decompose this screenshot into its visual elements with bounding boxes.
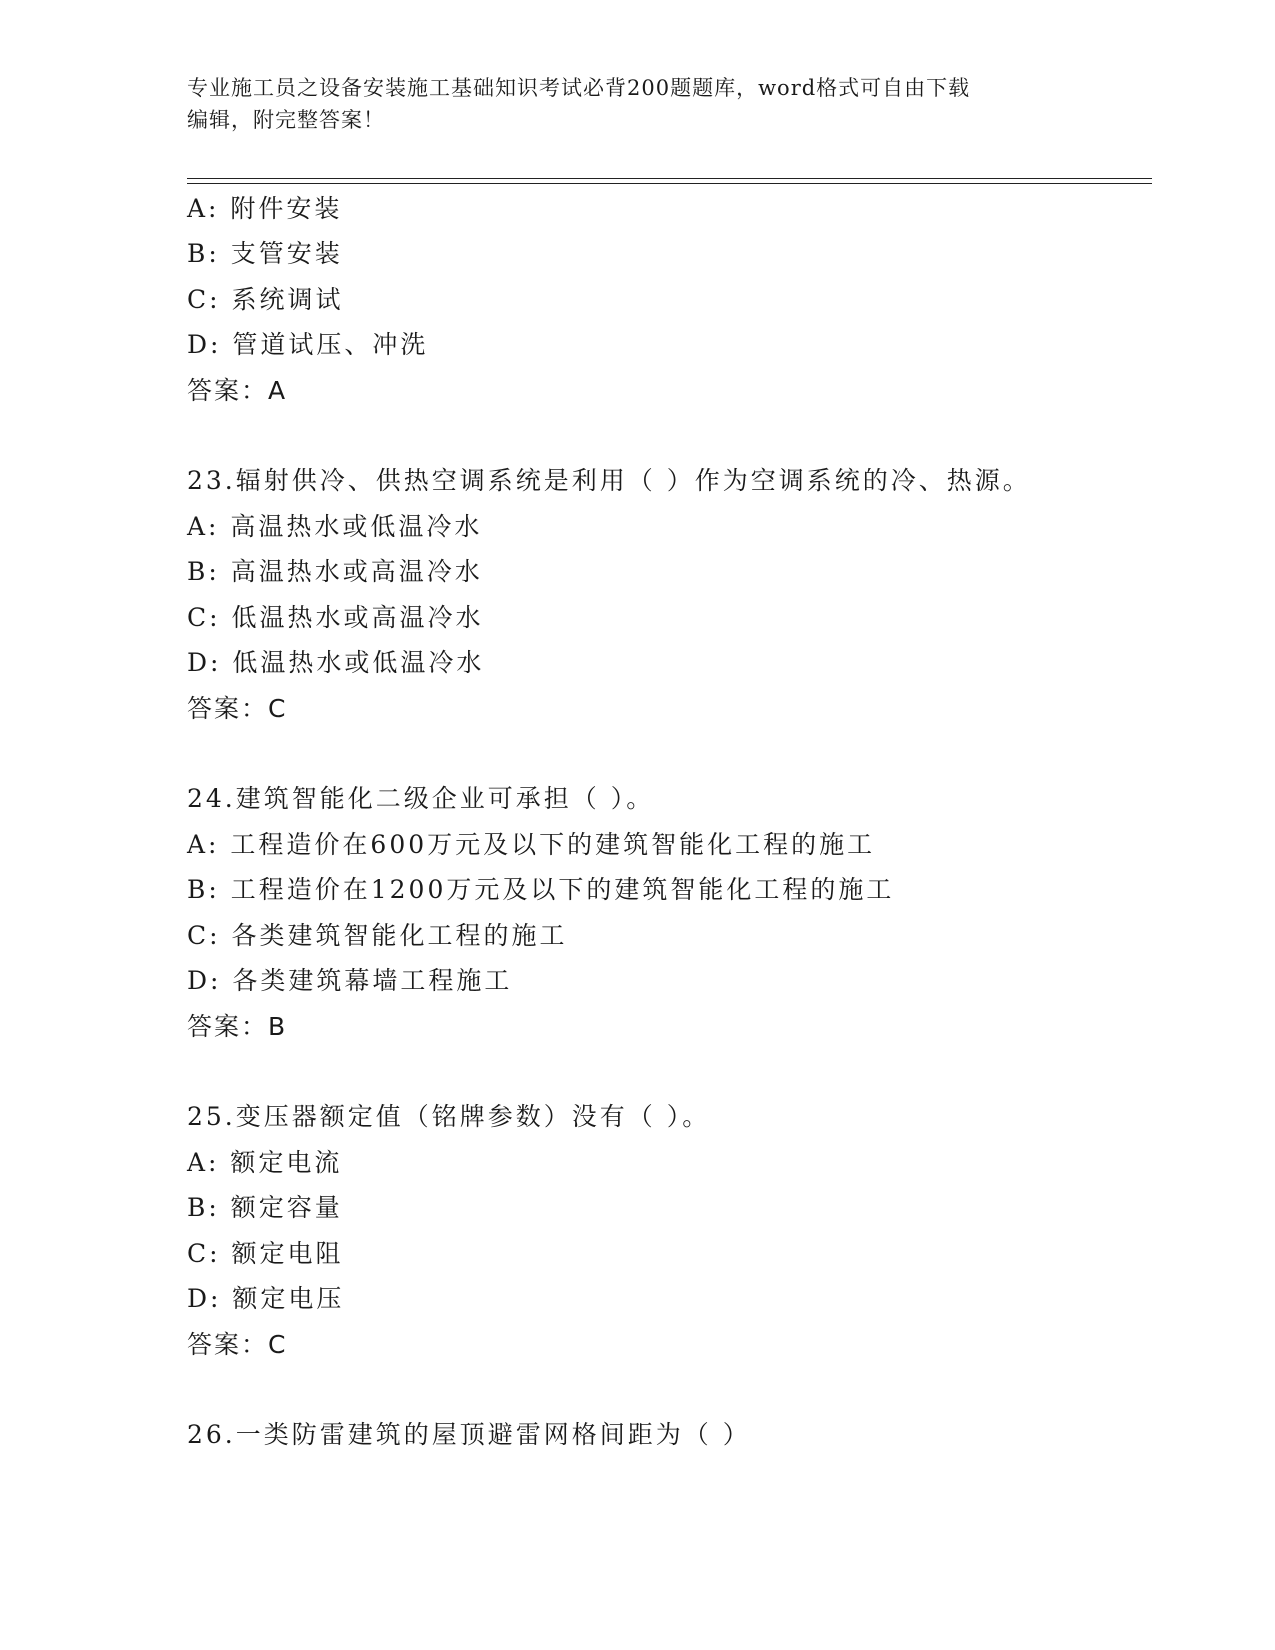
q22-option-a: A: 附件安装 (187, 194, 343, 223)
q22-answer: 答案：A (187, 376, 288, 405)
q23-option-a: A: 高温热水或低温冷水 (187, 512, 483, 541)
q24-option-b: B: 工程造价在1200万元及以下的建筑智能化工程的施工 (187, 875, 895, 904)
q23-answer: 答案：C (187, 694, 288, 723)
header-line-1: 专业施工员之设备安装施工基础知识考试必背200题题库，word格式可自由下载 (187, 76, 971, 100)
q25-question: 25.变压器额定值（铭牌参数）没有（ ）。 (187, 1102, 711, 1131)
q25-option-a: A: 额定电流 (187, 1148, 343, 1177)
q25-option-c: C: 额定电阻 (187, 1239, 344, 1268)
q24-option-c: C: 各类建筑智能化工程的施工 (187, 921, 568, 950)
header-divider-bottom (187, 183, 1152, 184)
q23-option-d: D: 低温热水或低温冷水 (187, 648, 485, 677)
q25-option-b: B: 额定容量 (187, 1193, 343, 1222)
q22-option-b: B: 支管安装 (187, 239, 343, 268)
q24-question: 24.建筑智能化二级企业可承担（ ）。 (187, 784, 655, 813)
q24-option-a: A: 工程造价在600万元及以下的建筑智能化工程的施工 (187, 830, 876, 859)
q24-answer: 答案：B (187, 1012, 288, 1041)
q22-option-d: D: 管道试压、冲洗 (187, 330, 429, 359)
q25-option-d: D: 额定电压 (187, 1284, 345, 1313)
q23-option-c: C: 低温热水或高温冷水 (187, 603, 484, 632)
q23-question: 23.辐射供冷、供热空调系统是利用（ ）作为空调系统的冷、热源。 (187, 466, 1031, 495)
header-divider-top (187, 178, 1152, 179)
q26-question: 26.一类防雷建筑的屋顶避雷网格间距为（ ） (187, 1420, 751, 1449)
q22-option-c: C: 系统调试 (187, 285, 344, 314)
header-line-2: 编辑，附完整答案！ (187, 108, 385, 132)
document-header (187, 72, 1087, 136)
q24-option-d: D: 各类建筑幕墙工程施工 (187, 966, 513, 995)
q23-option-b: B: 高温热水或高温冷水 (187, 557, 483, 586)
q25-answer: 答案：C (187, 1330, 288, 1359)
